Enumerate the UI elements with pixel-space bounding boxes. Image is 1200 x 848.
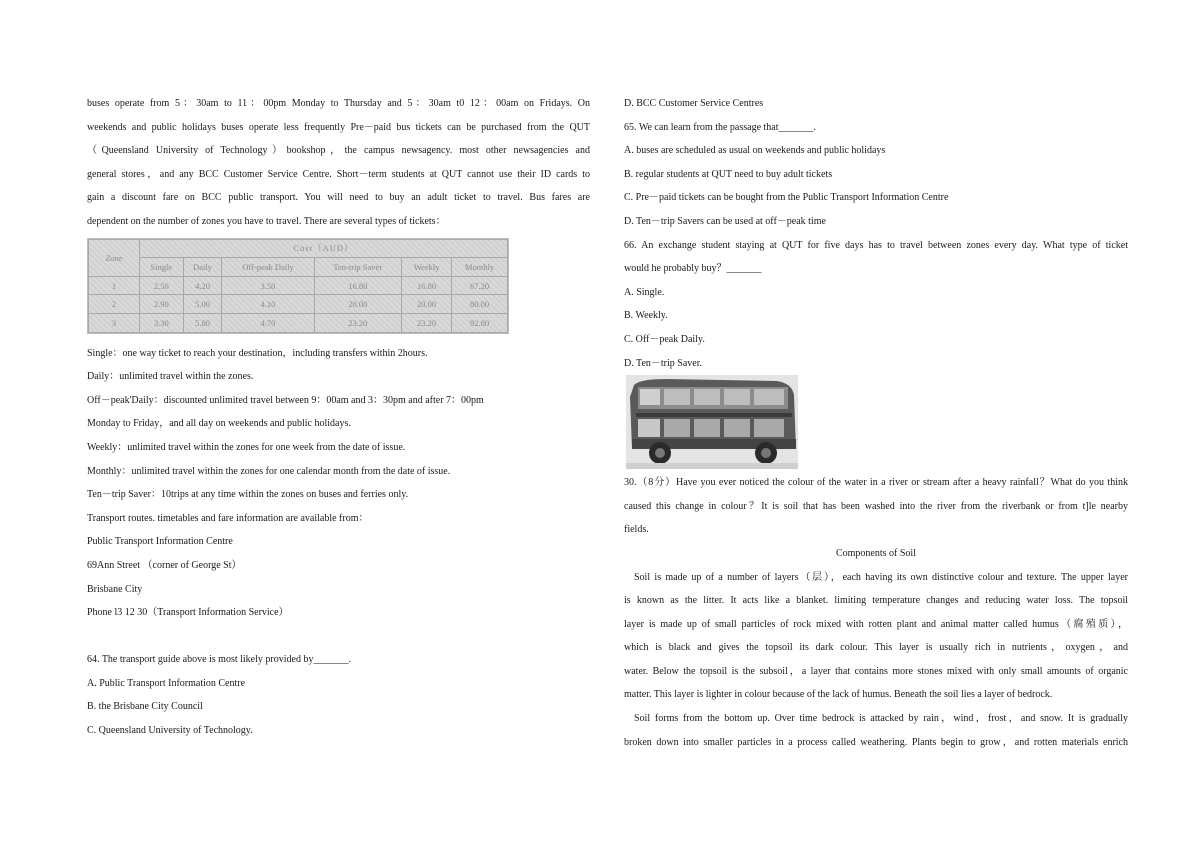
fare-cell: 23.20: [402, 313, 452, 332]
definition-line: Ten－trip Saver：10trips at any time within the zones on buses and ferries only.: [87, 489, 409, 501]
fare-cell: 4.20: [183, 276, 222, 295]
fare-cell: 16.80: [314, 276, 402, 295]
paragraph-line: layer is made up of small particles of rock mixed with rotten plant and animal matter called humus（腐殖质），: [624, 618, 1128, 630]
fare-table-image: [87, 238, 509, 334]
column-header: Weekly: [402, 258, 452, 277]
fare-cell: 92.80: [452, 313, 508, 332]
fare-cell: 5.80: [183, 313, 222, 332]
definition-line: Daily：unlimited travel within the zones.: [87, 371, 254, 383]
cost-header: Cost（AUD）: [140, 239, 508, 258]
contact-line: Phone l3 12 30（Transport Information Service）: [87, 607, 289, 619]
fare-cell: 2.50: [140, 276, 184, 295]
fare-cell: 67.20: [452, 276, 508, 295]
intro-line: （Queensland University of Technology）bookshop，the campus newsagency. most other newsagencies and: [87, 145, 590, 157]
question-option: C. Off－peak Daily.: [624, 333, 705, 345]
intro-line: weekends and public holidays buses operate less frequently Pre－paid bus tickets can be purchased from the QUT: [87, 121, 590, 133]
paragraph-line-last: matter. This layer is lighter in colour because of the lack of humus. Beneath the soil lies a layer of bedrock.: [624, 689, 1053, 701]
fare-cell: 16.80: [402, 276, 452, 295]
column-header: Single: [140, 258, 184, 277]
zone-cell: 2: [89, 295, 140, 314]
zone-header: Zone: [89, 239, 140, 276]
table-row: [89, 295, 508, 314]
bus-illustration: [626, 375, 798, 469]
fare-cell: 3.50: [222, 276, 314, 295]
question-66-stem-cont: would he probably buy？_______: [624, 263, 762, 275]
fare-cell: 2.90: [140, 295, 184, 314]
zone-cell: 1: [89, 276, 140, 295]
fare-cell: 23.20: [314, 313, 402, 332]
column-header: Off-peak Daily: [222, 258, 314, 277]
question-64-stem: 64. The transport guide above is most likely provided by_______.: [87, 654, 351, 666]
definition-line: Off－peak'Daily：discounted unlimited travel between 9：00am and 3：30pm and after 7：00pm: [87, 394, 484, 406]
question-option: D. BCC Customer Service Centres: [624, 98, 764, 109]
definition-line: Weekly：unlimited travel within the zones for one week from the date of issue.: [87, 441, 406, 453]
question-option: A. Single.: [624, 286, 665, 298]
question-option: C. Queensland University of Technology.: [87, 725, 253, 737]
question-option: A. Public Transport Information Centre: [87, 677, 246, 689]
table-row: [89, 276, 508, 295]
fare-cell: 4.10: [222, 295, 314, 314]
fare-cell: 3.30: [140, 313, 184, 332]
intro-line: gain a discount fare on BCC public transport. You will need to buy an adult ticket to travel. Bus fares are: [87, 192, 590, 204]
spacer: [87, 625, 590, 649]
definition-line: Transport routes. timetables and fare information are available from：: [87, 512, 369, 524]
double-decker-bus-image: [626, 375, 798, 469]
definition-line: Single：one way ticket to reach your destination，including transfers within 2hours.: [87, 347, 428, 359]
paragraph-line: Soil forms from the bottom up. Over time bedrock is attacked by rain，wind，frost，and snow. It is gradually: [634, 713, 1128, 725]
fare-cell: 5.00: [183, 295, 222, 314]
contact-line: Brisbane City: [87, 583, 143, 595]
question-option: A. buses are scheduled as usual on weekends and public holidays: [624, 145, 886, 157]
left-column: [87, 92, 590, 743]
question-option: B. Weekly.: [624, 310, 668, 322]
paragraph-line: which is black and gives the topsoil its dark colour. This layer is usually rich in nutrients，oxygen，and: [624, 642, 1128, 654]
question-30-line: caused this change in colour？It is soil that has been washed into the river from the riverbank or from t]le nearby: [624, 500, 1128, 512]
question-option: C. Pre－paid tickets can be bought from the Public Transport Information Centre: [624, 192, 949, 204]
paragraph-line: broken down into smaller particles in a process called weathering. Plants begin to grow，and rotten materials enrich: [624, 736, 1128, 748]
fare-table: [88, 239, 508, 333]
intro-line: general stores，and any BCC Customer Service Centre. Short－term students at QUT cannot use their ID cards to: [87, 168, 590, 180]
question-option: D. Ten－trip Saver.: [624, 357, 702, 369]
paragraph-line: water. Below the topsoil is the subsoil，a layer that contains more stones mixed with only small amounts of organic: [624, 665, 1128, 677]
question-option: B. the Brisbane City Council: [87, 701, 203, 713]
fare-cell: 20.00: [314, 295, 402, 314]
question-65-stem: 65. We can learn from the passage that_______.: [624, 121, 817, 133]
right-column: [624, 92, 1128, 754]
column-header: Daily: [183, 258, 222, 277]
question-option: B. regular students at QUT need to buy adult tickets: [624, 168, 833, 180]
fare-cell: 20.00: [402, 295, 452, 314]
fare-cell: 4.70: [222, 313, 314, 332]
question-30-line: 30.（8分）Have you ever noticed the colour of the water in a river or stream after a heavy rainfall？What do you think: [624, 477, 1128, 489]
question-30-line: fields.: [624, 524, 649, 536]
column-header: Monthly: [452, 258, 508, 277]
contact-line: Public Transport Information Centre: [87, 536, 233, 548]
essay-title: Components of Soil: [835, 547, 916, 559]
zone-cell: 3: [89, 313, 140, 332]
definition-line: Monday to Friday，and all day on weekends and public holidays.: [87, 418, 351, 430]
intro-line-last: dependent on the number of zones you have to travel. There are several types of tickets：: [87, 215, 446, 227]
paragraph-line: is known as the litter. It acts like a blanket. limiting temperature changes and reducing water loss. The topsoil: [624, 595, 1128, 607]
question-option: D. Ten－trip Savers can be used at off－peak time: [624, 215, 826, 227]
paragraph-line: Soil is made up of a number of layers（层），each having its own distinctive colour and texture. The upper layer: [634, 571, 1128, 583]
table-row: [89, 313, 508, 332]
intro-line: buses operate from 5：30am to 11：00pm Monday to Thursday and 5：30am t0 12：00am on Fridays. On: [87, 98, 590, 109]
definition-line: Monthly：unlimited travel within the zones for one calendar month from the date of issue.: [87, 465, 451, 477]
question-66-stem: 66. An exchange student staying at QUT for five days has to travel between zones every day. What type of ticket: [624, 239, 1128, 251]
column-header: Ten-trip Saver: [314, 258, 402, 277]
fare-cell: 80.00: [452, 295, 508, 314]
contact-line: 69Ann Street （corner of George St）: [87, 559, 242, 571]
